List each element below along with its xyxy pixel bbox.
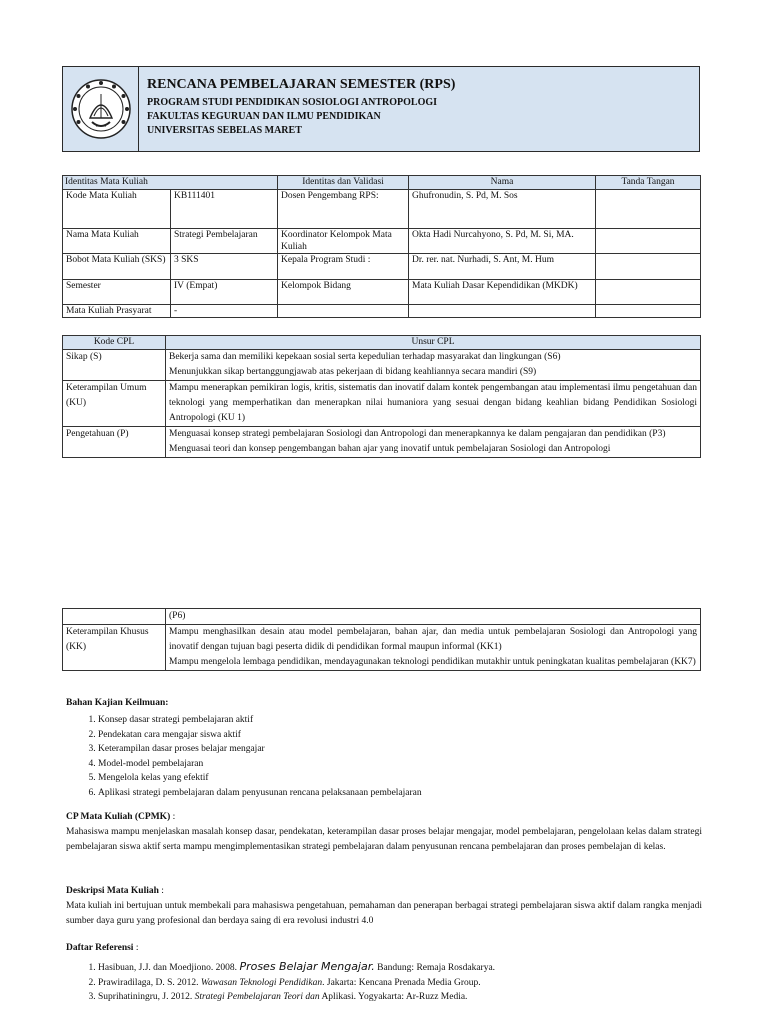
cpl-elements xyxy=(166,381,701,427)
cell-role: Koordinator Kelompok Mata Kuliah xyxy=(278,228,409,253)
cell-role: Kelompok Bidang xyxy=(278,279,409,304)
document-header xyxy=(62,66,700,152)
cell-signature xyxy=(596,228,701,253)
table-row xyxy=(63,228,701,253)
table-row xyxy=(63,381,701,427)
cpl-header-code: Kode CPL xyxy=(63,336,166,350)
cell-signature xyxy=(596,279,701,304)
cpl-code: Pengetahuan (P) xyxy=(63,427,166,458)
university-logo xyxy=(70,78,132,140)
cpl-line: Menunjukkan sikap bertanggungjawab atas pekerjaan di bidang keahliannya secara mandiri (S9) xyxy=(169,367,537,377)
course-description-section xyxy=(66,884,702,929)
cell-person-name: Dr. rer. nat. Nurhadi, S. Ant, M. Hum xyxy=(409,253,596,279)
cpl-line: Menguasai konsep strategi pembelajaran Sosiologi dan Antropologi dan menerapkannya ke dalam pengajaran dan pendidikan (P3) xyxy=(169,429,666,439)
cell-value: Strategi Pembelajaran xyxy=(171,228,278,253)
cpl-elements xyxy=(166,625,701,671)
list-item: 4. Model-model pembelajaran xyxy=(98,757,702,772)
program-name: PROGRAM STUDI PENDIDIKAN SOSIOLOGI ANTROPOLOGI xyxy=(147,97,438,108)
table-row xyxy=(63,625,701,671)
cpmk-colon: : xyxy=(170,812,176,822)
course-description-title: Deskripsi Mata Kuliah xyxy=(66,886,159,896)
cell-label: Kode Mata Kuliah xyxy=(63,189,171,228)
course-description-text: Mata kuliah ini bertujuan untuk membekali para mahasiswa pengetahuan, pemahaman dan penerapan berbagai strategi pembelajaran siswa aktif dalam rangka menjadi sumber daya guru yang profesional dan berdaya saing di era revolusi industri 4.0 xyxy=(66,901,702,926)
identity-header-signature: Tanda Tangan xyxy=(596,176,701,190)
cell-role: Kepala Program Studi : xyxy=(278,253,409,279)
table-row xyxy=(63,279,701,304)
cell-value: KB111401 xyxy=(171,189,278,228)
table-row xyxy=(63,427,701,458)
cpl-header-elements: Unsur CPL xyxy=(166,336,701,350)
reference-book-title: Wawasan Teknologi Pendidikan xyxy=(200,977,323,988)
cell-signature xyxy=(596,189,701,228)
reference-publisher: Bandung: Remaja Rosdakarya. xyxy=(374,963,496,973)
cpl-code: Keterampilan Umum (KU) xyxy=(63,381,166,427)
cpl-line: Mampu menerapkan pemikiran logis, kritis, sistematis dan inovatif dalam kontek pengembangan atau implementasi ilmu pengetahuan dan teknologi yang memperhatikan dan menerapkan nilai humaniora yang sesuai dengan bidang keahlian bidang Pendidikan Sosiologi Antropologi (KU 1) xyxy=(169,383,697,423)
cpmk-text: Mahasiswa mampu menjelaskan masalah konsep dasar, pendekatan, keterampilan dasar proses belajar mengajar, model pembelajaran, pengelolaan kelas dalam strategi pembelajaran siswa aktif serta mampu mengimplementasikan strategi pembelajaran dalam penyusunan rencana pembelajaran dan proses pembelajan di kelas. xyxy=(66,827,702,852)
cpl-line: Menguasai teori dan konsep pengembangan bahan ajar yang inovatif untuk pembelajaran Sosiologi dan Antropologi xyxy=(169,444,611,454)
cpl-elements xyxy=(166,427,701,458)
references-title: Daftar Referensi xyxy=(66,943,134,953)
cell-person-name: Okta Hadi Nurcahyono, S. Pd, M. Si, MA. xyxy=(409,228,596,253)
identity-header-name: Nama xyxy=(409,176,596,190)
cell-value: - xyxy=(171,304,278,317)
cell-person-name xyxy=(409,304,596,317)
cell-label: Semester xyxy=(63,279,171,304)
cpl-code: Keterampilan Khusus (KK) xyxy=(63,625,166,671)
table-row xyxy=(63,189,701,228)
study-materials-list xyxy=(66,713,702,800)
cpl-line: Mampu menghasilkan desain atau model pembelajaran, bahan ajar, dan media untuk pembelajaran Sosiologi dan Antropologi yang inovatif dengan tujuan bagi peserta didik di pendidikan formal maupun informal (KK1) xyxy=(169,627,697,652)
cell-signature xyxy=(596,304,701,317)
cpl-table-continued xyxy=(62,608,701,671)
reference-item xyxy=(98,990,702,1005)
course-identity-table xyxy=(62,175,701,318)
cpl-code: Sikap (S) xyxy=(63,350,166,381)
cell-person-name: Ghufronudin, S. Pd, M. Sos xyxy=(409,189,596,228)
cell-label: Mata Kuliah Prasyarat xyxy=(63,304,171,317)
cpl-line: Bekerja sama dan memiliki kepekaan sosial serta kepedulian terhadap masyarakat dan lingkungan (S6) xyxy=(169,352,561,362)
list-item: 5. Mengelola kelas yang efektif xyxy=(98,771,702,786)
reference-book-title: Proses Belajar Mengajar. xyxy=(239,960,375,973)
references-list xyxy=(66,960,702,1005)
document-title: RENCANA PEMBELAJARAN SEMESTER (RPS) xyxy=(147,77,456,92)
table-row xyxy=(63,609,701,625)
reference-author: Prawiradilaga, D. S. 2012. xyxy=(98,977,201,988)
cpl-elements xyxy=(166,350,701,381)
list-item: 2. Pendekatan cara mengajar siswa aktif xyxy=(98,728,702,743)
cpl-table xyxy=(62,335,701,458)
reference-item xyxy=(98,960,702,976)
table-row xyxy=(63,304,701,317)
identity-header-validation: Identitas dan Validasi xyxy=(278,176,409,190)
university-logo-cell xyxy=(63,67,139,151)
reference-publisher: Aplikasi. Yogyakarta: Ar-Ruzz Media. xyxy=(319,992,468,1002)
cell-value: 3 SKS xyxy=(171,253,278,279)
cell-role: Dosen Pengembang RPS: xyxy=(278,189,409,228)
cpmk-title: CP Mata Kuliah (CPMK) xyxy=(66,812,171,822)
faculty-name: FAKULTAS KEGURUAN DAN ILMU PENDIDIKAN xyxy=(147,111,381,122)
list-item: 1. Konsep dasar strategi pembelajaran aktif xyxy=(98,713,702,728)
cpmk-section xyxy=(66,810,702,855)
reference-author: Suprihatiningru, J. 2012. xyxy=(98,992,195,1002)
cpl-code xyxy=(63,609,166,625)
university-name: UNIVERSITAS SEBELAS MARET xyxy=(147,125,302,136)
table-row xyxy=(63,253,701,279)
cell-label: Nama Mata Kuliah xyxy=(63,228,171,253)
cell-person-name: Mata Kuliah Dasar Kependidikan (MKDK) xyxy=(409,279,596,304)
reference-book-title: Strategi Pembelajaran Teori dan xyxy=(194,992,320,1002)
references-colon: : xyxy=(133,943,139,953)
course-description-colon: : xyxy=(158,886,164,896)
list-item: 3. Keterampilan dasar proses belajar mengajar xyxy=(98,742,702,757)
table-row xyxy=(63,350,701,381)
study-materials-section xyxy=(66,696,702,800)
study-materials-title: Bahan Kajian Keilmuan: xyxy=(66,698,169,708)
cell-label: Bobot Mata Kuliah (SKS) xyxy=(63,253,171,279)
cell-value: IV (Empat) xyxy=(171,279,278,304)
references-section xyxy=(66,941,702,1005)
reference-publisher: . Jakarta: Kencana Prenada Media Group. xyxy=(322,977,481,988)
reference-author: Hasibuan, J.J. dan Moedjiono. 2008. xyxy=(98,963,240,973)
cpl-line: Mampu mengelola lembaga pendidikan, mendayagunakan teknologi pendidikan mutakhir untuk peningkatan kualitas pembelajaran (KK7) xyxy=(169,657,696,667)
cell-signature xyxy=(596,253,701,279)
list-item: 6. Aplikasi strategi pembelajaran dalam penyusunan rencana pelaksanaan pembelajaran xyxy=(98,786,702,801)
cpl-line: (P6) xyxy=(166,609,701,625)
reference-item xyxy=(98,976,702,991)
identity-header-course: Identitas Mata Kuliah xyxy=(63,176,278,190)
cell-role xyxy=(278,304,409,317)
